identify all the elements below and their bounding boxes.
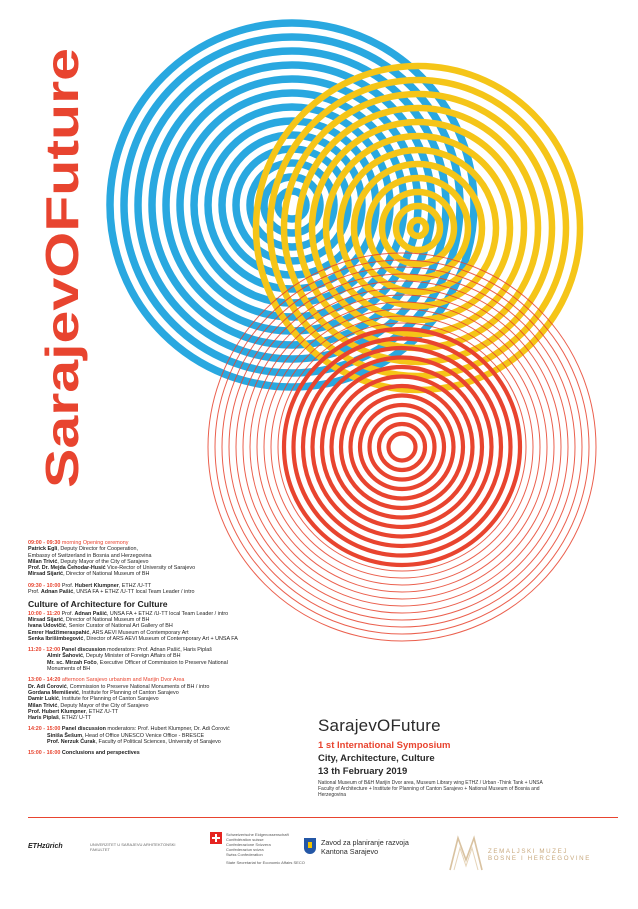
speaker-line: Prof. Adnan Pašić, UNSA FA + ETHZ /U-TT local Team Leader / intro bbox=[28, 589, 195, 596]
national-museum-logo: ZEMALJSKI MUZEJ BOSNE I HERCEGOVINE bbox=[446, 832, 618, 872]
speaker-line: Prof. Dr. Mejda Čehodar-Husić Vice-Rector of University of Sarajevo bbox=[28, 565, 196, 572]
time-panel-2: 14:20 - 15:00 bbox=[28, 726, 61, 733]
speaker-line: Almir Šahović, Deputy Minister of Foreign Affairs of BH bbox=[47, 653, 181, 660]
speaker-line: Mirsad Sijarić, Director of National Museum of BH bbox=[28, 616, 150, 623]
time-conclusions: 15:00 - 16:00 bbox=[28, 750, 61, 757]
vertical-title bbox=[36, 48, 88, 488]
section-heading-culture: Culture of Architecture for Culture bbox=[28, 599, 168, 610]
speaker-line: Ivana Udovičić, Senior Curator of National Art Gallery of BH bbox=[28, 623, 173, 630]
vertical-title-text: SarajevOFuture bbox=[36, 145, 88, 488]
time-panel-1: 11:20 - 12:00 bbox=[28, 647, 61, 654]
time-urbanism: 13:00 - 14:20 bbox=[28, 677, 61, 684]
partner-logos: ETHzürich UNIVERZITET U SARAJEVU ARHITEKTONSKI FAKULTET Schweizerische Eidgenossenschaft Confédération suisse Confederazione Svizzera Confederaziun svizra Swiss Confederation State Secretariat for Economic Affairs SECO Zavod za planiranje razvoja Kantona Sarajevo ZEMALJSKI MUZEJ BOSNE I HERCEGOVINE bbox=[28, 828, 618, 878]
program-block-culture: 10:00 - 11:20 Prof. Adnan Pašić, UNSA FA + ETHZ /U-TT local Team Leader / intro Mirsad Sijarić, Director of National Museum of BH Ivana Udovičić, Senior Curator of National Art Gallery of BH Emrer Hadžimeraspahić, ARS AEVI Museum of Contemporary Art Senka Ibrišimbegović, Director of ARS AEVI Museum of Contemporary Art + UNSA FA bbox=[28, 611, 328, 642]
speaker-line: Prof. Hubert Klumpner, ETHZ /U-TT bbox=[28, 708, 119, 715]
swiss-flag-icon bbox=[210, 832, 222, 844]
speaker-line: Mirsad Sijarić, Director of National Museum of BH bbox=[28, 571, 150, 578]
ring bbox=[389, 434, 416, 461]
speaker-line: Gordana Memišević, Institute for Planning of Canton Sarajevo bbox=[28, 689, 179, 696]
speaker-line: Mr. sc. Mirzah Fočo, Executive Officer of Commission to Preserve National bbox=[47, 659, 228, 666]
speaker-line: Milan Trivić, Deputy Mayor of the City of Sarajevo bbox=[28, 558, 149, 565]
opening-title: Opening ceremony bbox=[82, 540, 129, 546]
museum-emblem-icon bbox=[446, 832, 486, 872]
speaker-line: Emrer Hadžimeraspahić, ARS AEVI Museum of Contemporary Art bbox=[28, 629, 189, 636]
eth-logo: ETHzürich bbox=[28, 843, 63, 850]
time-keynote: 09:30 - 10:00 bbox=[28, 582, 61, 589]
program-block-urbanism: 13:00 - 14:20 afternoon Sarajevo urbanism and Marijin Dvor Area Dr. Adi Ćorović, Commission to Preserve National Monuments of BH / intro Gordana Memišević, Institute for Planning of Canton Sarajevo Damir Lukić, Institute for Planning of Canton Sarajevo Milan Trivić, Deputy Mayor of the City of Sarajevo Prof. Hubert Klumpner, ETHZ /U-TT Haris Piplaš, ETHZ/ U-TT bbox=[28, 677, 328, 721]
speaker-line: Siniša Šešum, Head of Office UNESCO Venice Office - BRESCE bbox=[47, 732, 205, 739]
speaker-line: Dr. Adi Ćorović, Commission to Preserve National Monuments of BH / intro bbox=[28, 683, 210, 690]
time-opening: 09:00 - 09:30 bbox=[28, 540, 61, 546]
ring bbox=[284, 329, 520, 565]
symposium-subtitle: 1 st International Symposium bbox=[318, 740, 451, 751]
symposium-title: SarajevOFuture bbox=[318, 716, 441, 735]
program-block-conclusions: 15:00 - 16:00 Conclusions and perspectives bbox=[28, 750, 140, 757]
unsa-logo: UNIVERZITET U SARAJEVU ARHITEKTONSKI FAKULTET bbox=[90, 842, 176, 852]
time-culture: 10:00 - 11:20 bbox=[28, 610, 61, 617]
ring bbox=[332, 377, 473, 518]
ring bbox=[351, 396, 454, 499]
speaker-line: Prof. Nerzuk Ćurak, Faculty of Political Sciences, University of Sarajevo bbox=[47, 739, 221, 746]
time-note-morning: morning bbox=[61, 540, 82, 546]
ring bbox=[379, 424, 425, 470]
program-schedule bbox=[28, 540, 328, 762]
speaker-line: Damir Lukić, Institute for Planning of Canton Sarajevo bbox=[28, 696, 159, 703]
speaker-line: Haris Piplaš, ETHZ/ U-TT bbox=[28, 715, 92, 722]
symposium-date: 13 th February 2019 bbox=[318, 766, 408, 777]
ring bbox=[360, 405, 444, 489]
ring bbox=[294, 339, 511, 556]
footer-divider bbox=[28, 817, 618, 818]
program-block-keynote: 09:30 - 10:00 Prof. Hubert Klumpner, ETHZ /U-TT Prof. Adnan Pašić, UNSA FA + ETHZ /U-TT local Team Leader / intro bbox=[28, 583, 328, 596]
speaker-line: Milan Trivić, Deputy Mayor of the City of Sarajevo bbox=[28, 702, 149, 709]
symposium-info bbox=[318, 716, 618, 798]
program-block-opening bbox=[28, 540, 328, 578]
program-block-panel-2: 14:20 - 15:00 Panel discussion moderators: Prof. Hubert Klumpner, Dr. Adi Ćorović Siniša Šešum, Head of Office UNESCO Venice Office - BRESCE Prof. Nerzuk Ćurak, Faculty of Political Sciences, University of Sarajevo bbox=[28, 726, 328, 745]
speaker-line: Embassy of Switzerland in Bosnia and Herzegovina bbox=[28, 552, 152, 559]
symposium-venue: National Museum of B&H Marijin Dvor area, Museum Library wing ETHZ / Urban -Think Tank + UNSA Faculty of Architecture + Institute for Planning of Canton Sarajevo + National Museum of Bosnia and Herzegovina bbox=[318, 780, 543, 798]
program-block-panel-1: 11:20 - 12:00 Panel discussion moderators: Prof. Adnan Pašić, Haris Piplaš Almir Šahović, Deputy Minister of Foreign Affairs of BH Mr. sc. Mirzah Fočo, Executive Officer of Commission to Preserve National Monuments of BH bbox=[28, 647, 328, 672]
speaker-line: Monuments of BH bbox=[47, 666, 91, 673]
speaker-line: Senka Ibrišimbegović, Director of ARS AEVI Museum of Contemporary Art + UNSA FA bbox=[28, 635, 238, 642]
speaker-line: Patrick Egli, Deputy Director for Cooperation, bbox=[28, 546, 138, 553]
canton-crest-icon bbox=[304, 838, 316, 854]
symposium-theme: City, Architecture, Culture bbox=[318, 753, 435, 764]
